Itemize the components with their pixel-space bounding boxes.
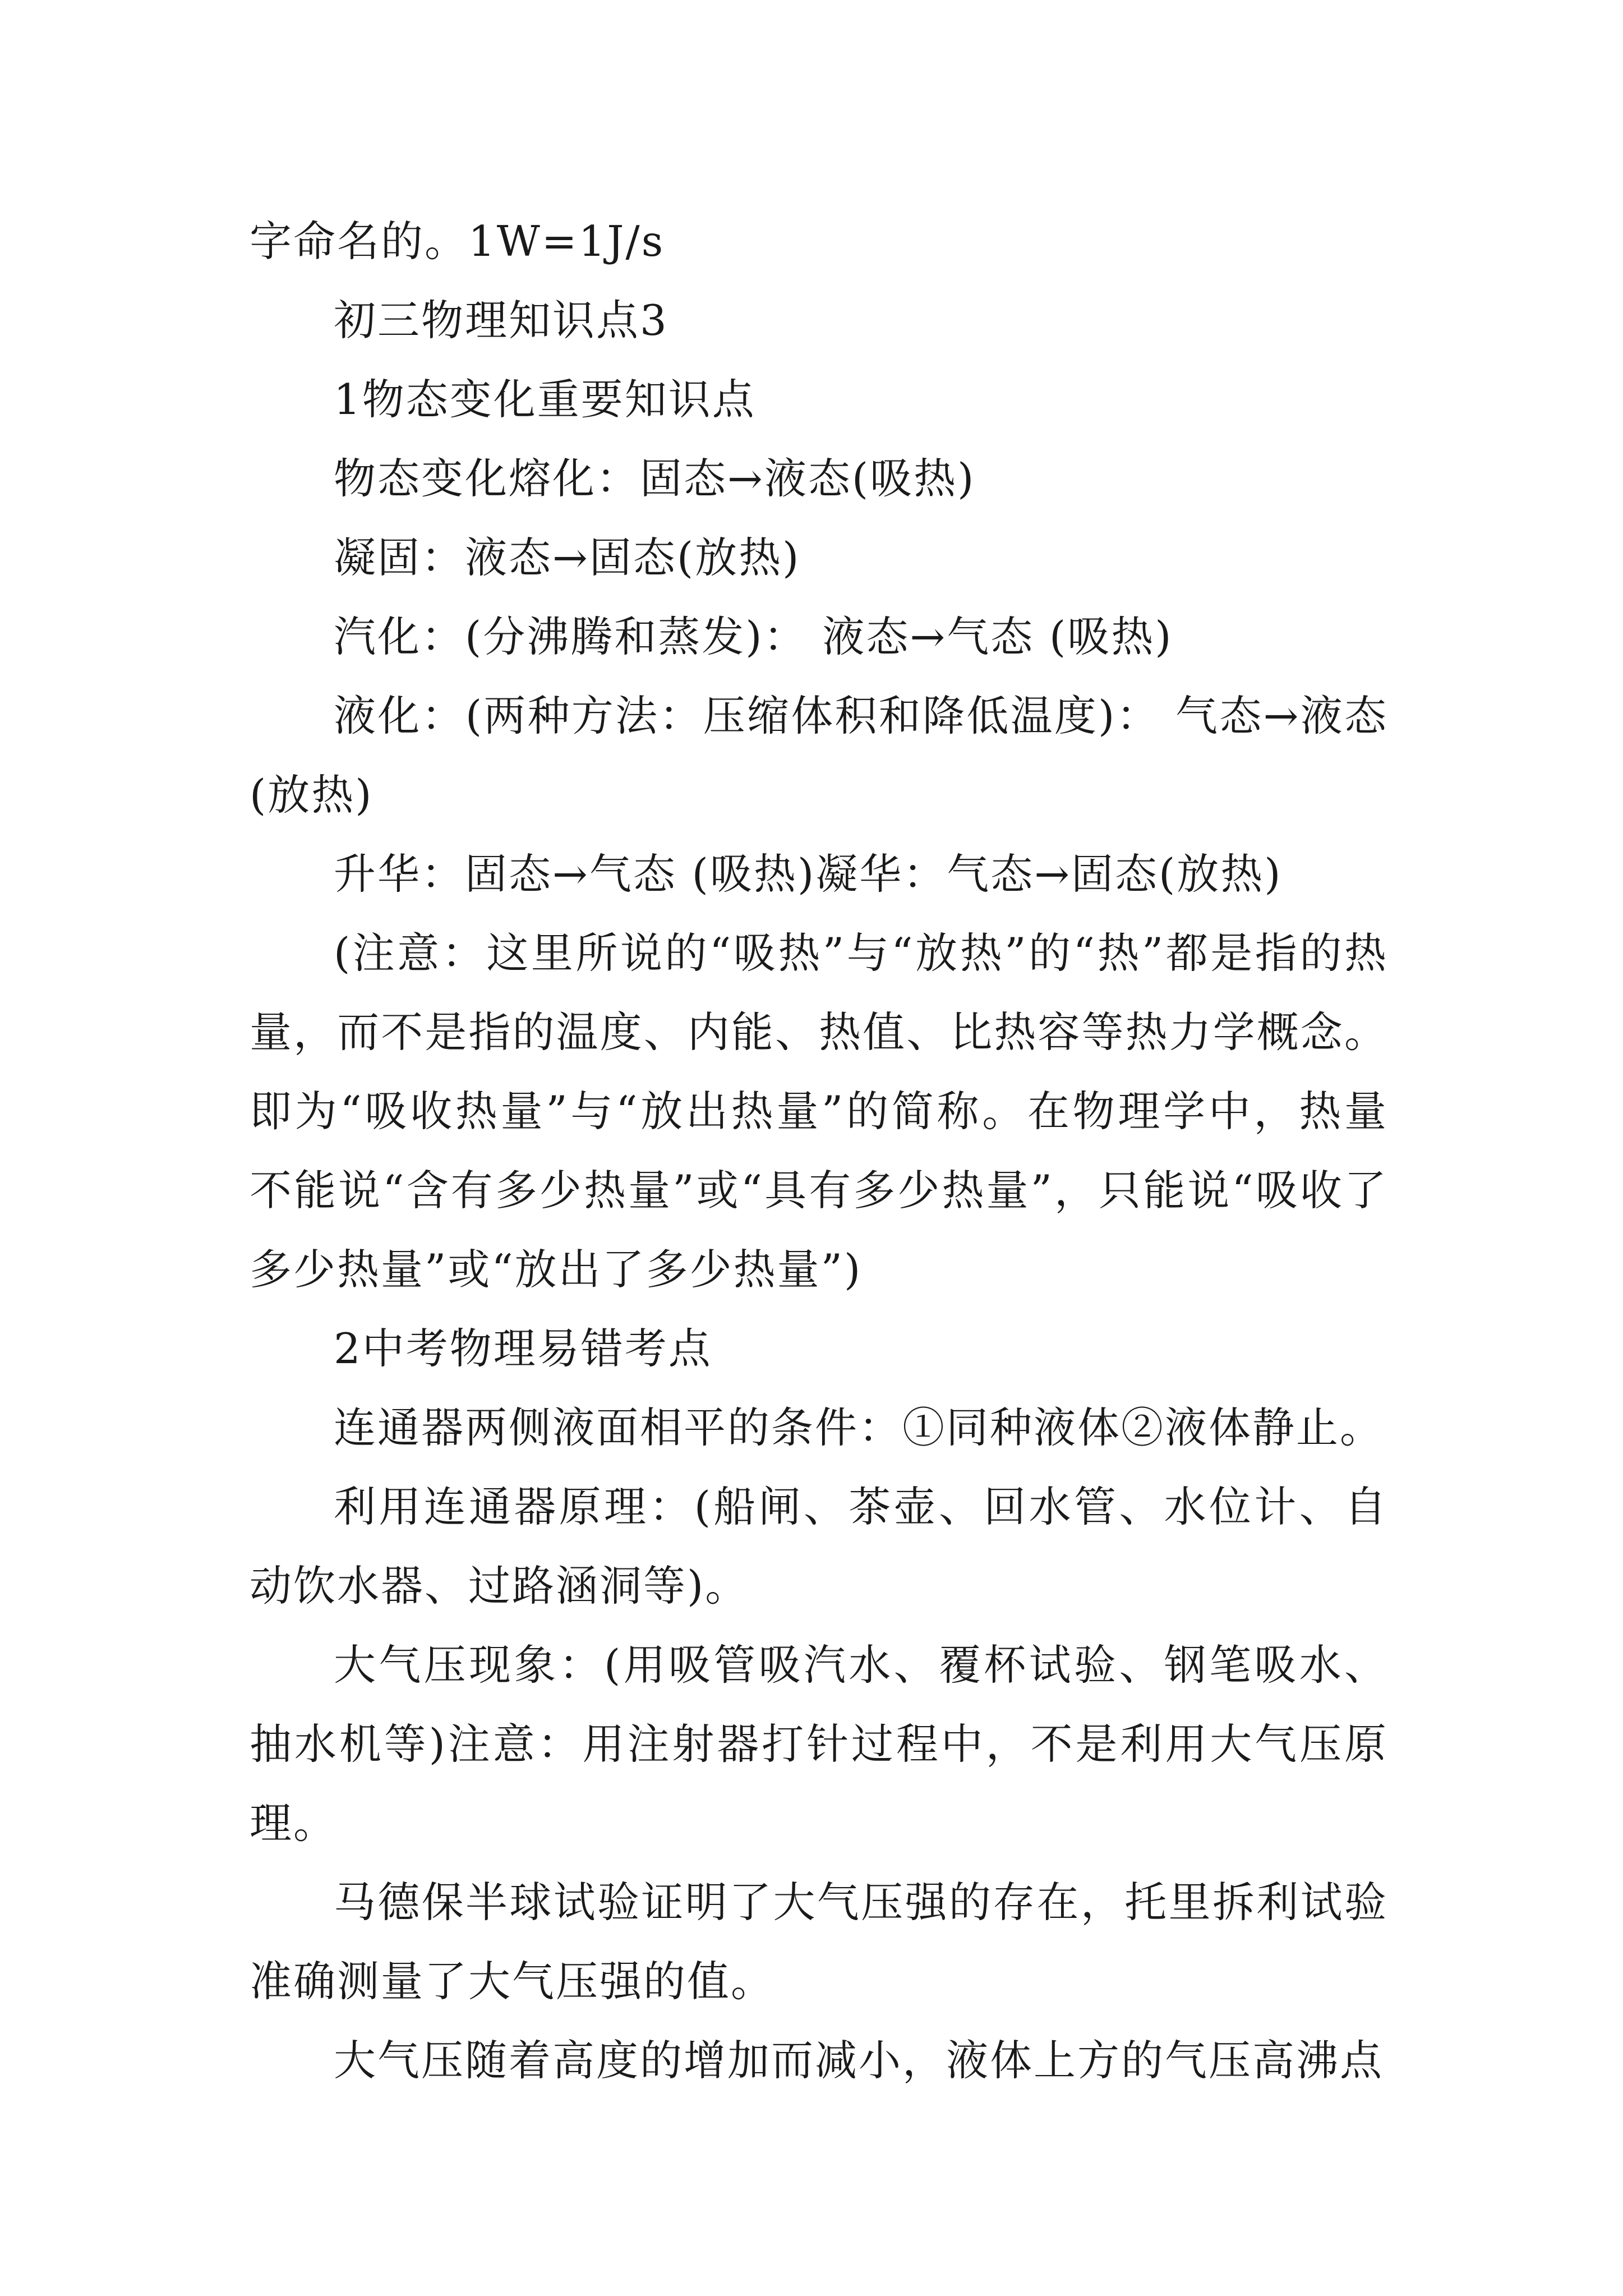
paragraph-solidification: 凝固：液态→固态(放热) bbox=[334, 533, 801, 582]
subheading-state-change: 1物态变化重要知识点 bbox=[334, 375, 756, 424]
paragraph-atmospheric-phenomena: 大气压现象：(用吸管吸汽水、覆杯试验、钢笔吸水、抽水机等)注意：用注射器打针过程中，不是利用大气压原理。 bbox=[250, 1640, 1388, 1848]
paragraph-connector-applications: 利用连通器原理：(船闸、茶壶、回水管、水位计、自动饮水器、过路涵洞等)。 bbox=[250, 1482, 1388, 1611]
paragraph-pressure-altitude: 大气压随着高度的增加而减小，液体上方的气压高沸点 bbox=[334, 2036, 1384, 2085]
paragraph-connector-condition: 连通器两侧液面相平的条件：①同种液体②液体静止。 bbox=[334, 1403, 1384, 1452]
subheading-exam-errors: 2中考物理易错考点 bbox=[334, 1324, 712, 1373]
paragraph-melting: 物态变化熔化：固态→液态(吸热) bbox=[334, 454, 976, 503]
paragraph-magdeburg-torricelli: 马德保半球试验证明了大气压强的存在，托里拆利试验准确测量了大气压强的值。 bbox=[250, 1878, 1388, 2006]
document-body bbox=[250, 202, 1388, 2100]
paragraph-liquefaction: 液化：(两种方法：压缩体积和降低温度)： 气态→液态 (放热) bbox=[250, 691, 1388, 820]
paragraph-unit-definition: 字命名的。1W=1J/s bbox=[250, 217, 665, 266]
paragraph-heat-note: (注意：这里所说的“吸热”与“放热”的“热”都是指的热量，而不是指的温度、内能、热值、比热容等热力学概念。即为“吸收热量”与“放出热量”的简称。在物理学中，热量不能说“含有多少热量”或“具有多少热量”，只能说“吸收了多少热量”或“放出了多少热量”) bbox=[250, 928, 1388, 1294]
paragraph-sublimation: 升华：固态→气态 (吸热)凝华：气态→固态(放热) bbox=[334, 849, 1283, 899]
section-heading-physics-points-3: 初三物理知识点3 bbox=[334, 296, 668, 345]
paragraph-vaporization: 汽化：(分沸腾和蒸发)： 液态→气态 (吸热) bbox=[334, 612, 1173, 661]
